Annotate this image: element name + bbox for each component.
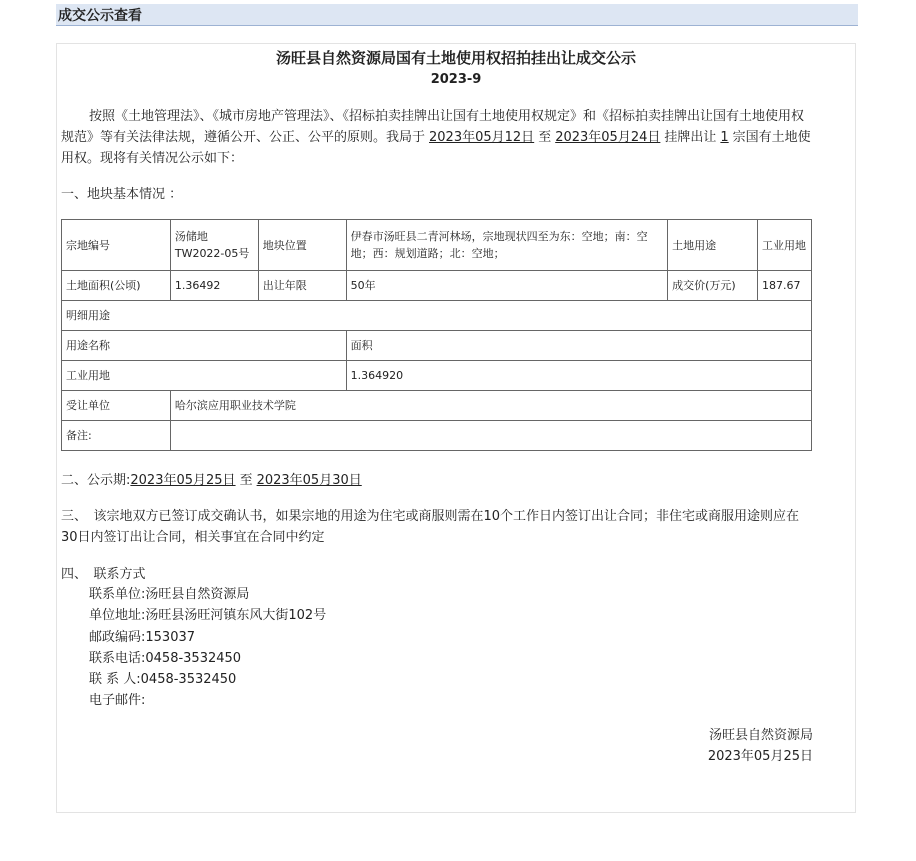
table-row — [62, 391, 812, 421]
contact-email-label: 电子邮件: — [89, 693, 146, 709]
table-row — [62, 421, 812, 451]
contact-address-value: 汤旺县汤旺河镇东风大街102号 — [145, 608, 327, 624]
contact-address-label: 单位地址: — [89, 608, 146, 624]
buyer-value: 哈尔滨应用职业技术学院 — [170, 391, 811, 421]
contact-unit-value: 汤旺县自然资源局 — [145, 587, 250, 602]
contact-unit-label: 联系单位: — [89, 587, 146, 602]
intro-tail: 宗国有土地使用权。现将有关情况公示如下： — [61, 130, 811, 166]
table-row — [62, 220, 812, 271]
section4-title: 四、 联系方式 — [61, 567, 146, 582]
table-row — [62, 301, 812, 331]
area-label: 土地面积(公顷) — [62, 271, 171, 301]
section2-prefix: 二、公示期: — [61, 473, 131, 488]
doc-number: 2023-9 — [430, 72, 482, 87]
contact-block — [89, 584, 326, 712]
parcel-info-table — [61, 219, 812, 451]
section1-title: 一、地块基本情况 ： — [61, 187, 183, 202]
contact-address — [89, 605, 326, 626]
contact-postcode-value: 153037 — [145, 629, 196, 645]
parcel-count: 1 — [720, 130, 729, 145]
listing-end-date: 2023年05月24日 — [555, 130, 661, 145]
term-label: 出让年限 — [258, 271, 346, 301]
publicity-end-date: 2023年05月30日 — [256, 473, 362, 488]
table-row — [62, 271, 812, 301]
section2-to: 至 — [239, 473, 253, 488]
detail-use-value: 工业用地 — [62, 361, 347, 391]
price-value: 187.67 — [757, 271, 811, 301]
intro-lead: 按照《土地管理法》、《城市房地产管理法》、《招标拍卖挂牌出让国有土地使用权规定》和《招标拍卖挂牌出让国有土地使用权规范》等有关法律法规，遵循公开、公正、公平的原则。我局于 — [61, 109, 805, 145]
signature-org: 汤旺县自然资源局 — [708, 728, 813, 743]
section-header-title: 成交公示查看 — [58, 8, 142, 24]
buyer-label: 受让单位 — [62, 391, 171, 421]
detail-use-label: 明细用途 — [62, 301, 812, 331]
intro-to: 至 — [538, 130, 552, 145]
section2-publicity-period — [61, 470, 815, 491]
detail-area-label: 面积 — [346, 331, 811, 361]
publicity-start-date: 2023年05月25日 — [130, 473, 236, 488]
signature-date: 2023年05月25日 — [707, 749, 813, 764]
location-label: 地块位置 — [258, 220, 346, 271]
contact-phone-label: 联系电话: — [89, 650, 146, 666]
intro-paragraph — [61, 106, 815, 169]
location-value: 伊春市汤旺县二青河林场，宗地现状四至为东：空地；南：空地；西：规划道路；北：空地； — [346, 220, 667, 271]
remark-label: 备注: — [62, 421, 171, 451]
intro-after-dates: 挂牌出让 — [664, 130, 717, 145]
announcement-panel — [56, 43, 856, 813]
contact-phone-value: 0458-3532450 — [145, 650, 242, 666]
table-row — [62, 331, 812, 361]
contact-phone — [89, 648, 326, 669]
table-row — [62, 361, 812, 391]
use-value: 工业用地 — [757, 220, 811, 271]
doc-title: 汤旺县自然资源局国有土地使用权招拍挂出让成交公示 — [275, 49, 636, 67]
contact-person-label: 联 系 人: — [89, 672, 141, 688]
price-label: 成交价(万元) — [668, 271, 758, 301]
area-value: 1.36492 — [170, 271, 258, 301]
contact-person-value: 0458-3532450 — [140, 672, 237, 688]
parcel-no-label: 宗地编号 — [62, 220, 171, 271]
contact-person — [89, 669, 326, 690]
term-value: 50年 — [346, 271, 667, 301]
listing-start-date: 2023年05月12日 — [429, 130, 535, 145]
section-header — [56, 4, 858, 26]
use-label: 土地用途 — [668, 220, 758, 271]
contact-unit — [89, 584, 326, 605]
parcel-no-value: 汤储地TW2022-05号 — [170, 220, 258, 271]
signature-block — [708, 725, 813, 767]
use-name-label: 用途名称 — [62, 331, 347, 361]
contact-postcode — [89, 627, 326, 648]
detail-area-value: 1.364920 — [346, 361, 811, 391]
section3-paragraph: 三、 该宗地双方已签订成交确认书，如果宗地的用途为住宅或商服则需在10个工作日内签订出让合同；非住宅或商服用途则应在30日内签订出让合同，相关事宜在合同中约定 — [61, 509, 800, 545]
contact-email — [89, 690, 326, 711]
remark-value — [170, 421, 811, 451]
contact-postcode-label: 邮政编码: — [89, 629, 146, 645]
